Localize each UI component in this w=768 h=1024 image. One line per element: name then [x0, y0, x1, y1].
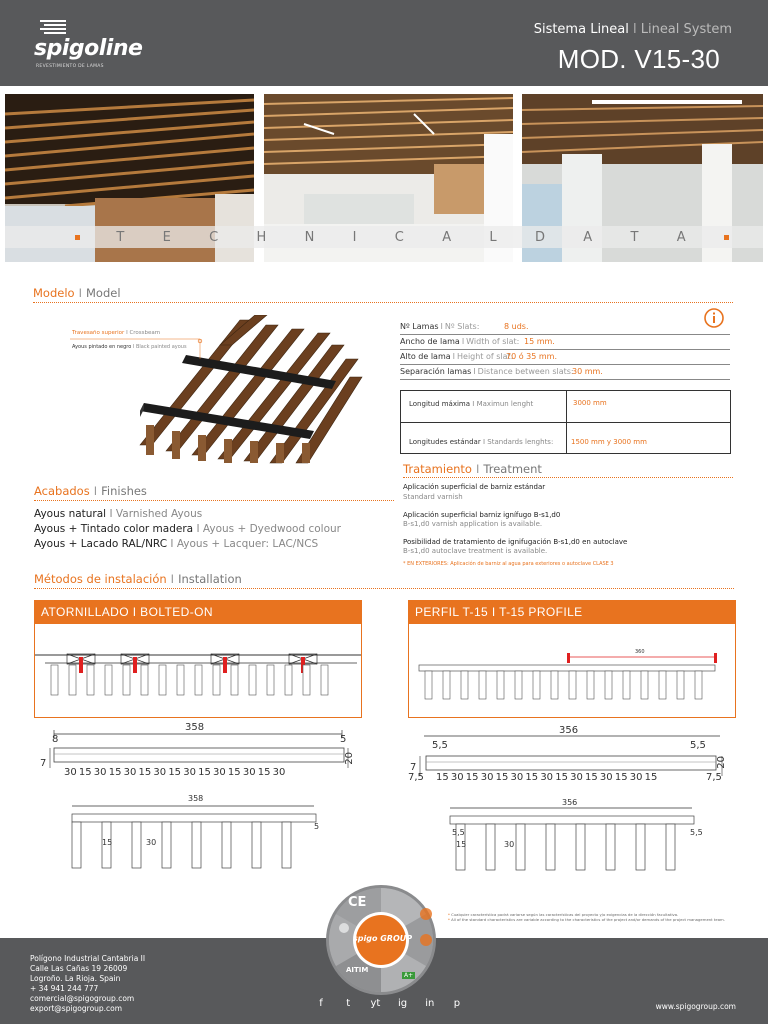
max-length-es: Longitud máxima: [409, 400, 471, 408]
model-heading-sep: I: [78, 286, 82, 300]
treatment-item-es: Posibilidad de tratamiento de ignifugación B-s1,d0 en autoclave: [403, 538, 628, 546]
left2-width-dim: 15: [102, 838, 113, 847]
finish-es: Ayous + Lacado RAL/NRC: [34, 538, 168, 550]
treatment-item-en: Standard varnish: [403, 493, 463, 501]
right2-left-dim: 5,5: [452, 828, 465, 837]
model-heading-en: Model: [85, 286, 121, 300]
right-height-dim-r: 20: [716, 756, 727, 769]
max-length-en: Maximun lenght: [476, 400, 534, 408]
twitter-icon[interactable]: t: [346, 998, 351, 1009]
treatment-heading-en: Treatment: [483, 462, 542, 476]
finish-item: Ayous natural I Varnished Ayous: [34, 508, 203, 520]
model-divider: [33, 302, 733, 303]
front-drawing-right: [440, 796, 730, 876]
finishes-divider: [34, 500, 394, 501]
address-line: Calle Las Cañas 19 26009: [30, 964, 128, 973]
band-letter: H: [256, 229, 269, 245]
model-heading: [33, 286, 121, 300]
left-height-dim-r: 20: [344, 752, 355, 765]
left-total-dim: 358: [185, 722, 205, 733]
spec-label: Ancho de lama: [400, 337, 460, 346]
finish-en: Ayous + Dyedwood colour: [202, 523, 341, 535]
disclaimer-en-text: All of the standard characteristics are variable according to the characteristics of the project and/or demands of the project management team.: [451, 917, 725, 922]
model-heading-es: Modelo: [33, 286, 75, 300]
technical-data-band: [5, 226, 763, 248]
band-letter: I: [352, 229, 359, 245]
right-height-dim-1: 7: [410, 762, 417, 773]
left2-right-dim: 5: [314, 822, 320, 831]
std-length-es: Longitudes estándar: [409, 438, 481, 446]
finishes-heading-en: Finishes: [101, 484, 147, 498]
linkedin-icon[interactable]: in: [425, 998, 435, 1009]
youtube-icon[interactable]: yt: [370, 998, 381, 1009]
disclaimer: [448, 912, 748, 922]
treatment-heading: [403, 462, 542, 476]
right-edge-dim-l: 5,5: [432, 740, 448, 751]
energy-label-icon: A+: [404, 972, 414, 979]
spec-value: 15 mm.: [524, 337, 555, 346]
band-letter: D: [534, 229, 547, 245]
left2-gap-dim: 30: [146, 838, 157, 847]
social-links: [314, 998, 464, 1009]
brand-subtitle: REVESTIMIENTO DE LAMAS: [36, 64, 104, 69]
spec-row: Separación lamas I Distance between slats: 30 mm.: [400, 365, 730, 380]
callout-black-ayous-en: Black painted ayous: [135, 344, 187, 350]
band-dot-left: [75, 235, 80, 240]
website-link[interactable]: www.spigogroup.com: [655, 1002, 736, 1011]
left-edge-dim: 8: [52, 734, 59, 745]
lengths-table: [400, 390, 731, 454]
install-heading-en: Installation: [178, 572, 242, 586]
spec-en: Distance between slats:: [477, 367, 574, 376]
logo-mark-icon: [40, 20, 66, 36]
treatment-item-es: Aplicación superficial de barniz estándar: [403, 483, 546, 491]
bolted-on-title: ATORNILLADO I BOLTED-ON: [35, 601, 361, 624]
model-title: MOD. V15-30: [557, 44, 720, 74]
right2-total-dim: 356: [562, 798, 578, 807]
disclaimer-es: * Cualquier característica podrá variarse según las características del proyecto y/o exigencias de la dirección facultativa.: [448, 912, 679, 917]
band-letter: L: [489, 229, 499, 245]
t15-profile-box: [408, 600, 736, 718]
finishes-heading-sep: I: [93, 484, 98, 498]
email-export[interactable]: export@spigogroup.com: [30, 1004, 123, 1013]
std-length-label: [409, 438, 553, 446]
facebook-icon[interactable]: f: [319, 998, 323, 1009]
bolted-on-drawing: [35, 625, 361, 717]
finishes-heading: [34, 484, 147, 498]
install-heading-es: Métodos de instalación: [34, 572, 167, 586]
finish-en: Ayous + Lacquer: LAC/NCS: [176, 538, 319, 550]
left-height-dim: 7: [40, 758, 47, 769]
ce-mark-icon: CE: [348, 895, 367, 910]
std-length-value: 1500 mm y 3000 mm: [571, 438, 647, 446]
band-letter: A: [442, 229, 454, 245]
finish-es: Ayous natural: [34, 508, 107, 520]
spec-value: 8 uds.: [504, 322, 529, 331]
band-letter: C: [394, 229, 406, 245]
front-drawing-left: [60, 792, 340, 872]
band-letter: A: [583, 229, 595, 245]
treatment-item-es: Aplicación superficial barniz ignífugo B-s1,d0: [403, 511, 561, 519]
treatment-divider: [403, 477, 733, 478]
disclaimer-es-text: Cualquier característica podrá variarse según las características del proyecto y/o exigencias de la dirección facultativa.: [451, 912, 679, 917]
band-dot-right: [724, 235, 729, 240]
treatment-heading-sep: I: [475, 462, 480, 476]
band-letter: N: [304, 229, 317, 245]
finish-en: Varnished Ayous: [115, 508, 203, 520]
right-seq-dims: 15 30 15 30 15 30 15 30 15 30 15 30 15 30 15: [436, 772, 658, 783]
address-line: Polígono Industrial Cantabria II: [30, 954, 146, 963]
std-length-sep: I: [482, 438, 486, 446]
right2-width-dim: 15: [456, 840, 467, 849]
right2-right-dim: 5,5: [690, 828, 703, 837]
t15-profile-title: PERFIL T-15 I T-15 PROFILE: [409, 601, 735, 624]
spec-en: Height of slat:: [457, 352, 514, 361]
right-total-dim: 356: [559, 725, 579, 736]
finishes-heading-es: Acabados: [34, 484, 90, 498]
right-end-dim: 7,5: [706, 772, 722, 783]
aitim-logo: AITIM: [346, 966, 369, 974]
band-letter: T: [630, 229, 641, 245]
spec-en: Width of slat:: [466, 337, 520, 346]
max-length-label: [409, 400, 533, 408]
spec-value: 70 ó 35 mm.: [506, 352, 558, 361]
callout-black-ayous-es: Ayous pintado en negro: [72, 344, 132, 350]
band-letter: C: [209, 229, 221, 245]
bolted-on-box: [34, 600, 362, 718]
treatment-item-en: B-s1,d0 autoclave treatment is available.: [403, 547, 548, 555]
pinterest-icon[interactable]: p: [453, 998, 461, 1009]
spec-en: Nº Slats:: [444, 322, 480, 331]
system-en: Lineal System: [640, 22, 732, 37]
spec-row: Nº Lamas I Nº Slats: 8 uds.: [400, 320, 730, 335]
band-letter: T: [116, 229, 127, 245]
install-heading: [34, 572, 242, 586]
right-edge-dim-r: 5,5: [690, 740, 706, 751]
brand-logo[interactable]: spigoline: [34, 36, 143, 61]
install-heading-sep: I: [170, 572, 175, 586]
system-es: Sistema Lineal: [533, 22, 629, 37]
left-seq-dims: 30 15 30 15 30 15 30 15 30 15 30 15 30 15 30: [64, 767, 286, 778]
system-line: [534, 22, 732, 37]
system-sep: I: [632, 22, 637, 37]
spec-label: Alto de lama: [400, 352, 451, 361]
t15-profile-drawing: [409, 625, 735, 717]
right2-gap-dim: 30: [504, 840, 515, 849]
spec-row: Ancho de lama I Width of slat: 15 mm.: [400, 335, 730, 350]
callout-crossbeam-es: Travesaño superior: [72, 330, 125, 336]
treatment-item-en: B-s1,d0 varnish application is available.: [403, 520, 543, 528]
badge-center-label: spigo GROUP: [353, 934, 413, 943]
phone-line[interactable]: + 34 941 244 777: [30, 984, 99, 993]
band-letter: A: [676, 229, 688, 245]
finish-item: Ayous + Lacado RAL/NRC I Ayous + Lacquer: LAC/NCS: [34, 538, 319, 550]
spec-label: Nº Lamas: [400, 322, 439, 331]
spec-value: 30 mm.: [572, 367, 603, 376]
spec-label: Separación lamas: [400, 367, 472, 376]
left2-total-dim: 358: [188, 794, 204, 803]
email-commercial[interactable]: comercial@spigogroup.com: [30, 994, 135, 1003]
model-illustration: [70, 315, 365, 465]
profile-dimension: 360: [635, 649, 645, 655]
disclaimer-en: * All of the standard characteristics are variable according to the characteristics of the project and/or demands of the project management team.: [448, 917, 725, 922]
max-length-sep: I: [472, 400, 475, 408]
callout-crossbeam: Travesaño superior I Crossbeam: [72, 330, 161, 336]
finish-item: Ayous + Tintado color madera I Ayous + Dyedwood colour: [34, 523, 341, 535]
callout-black-ayous: Ayous pintado en negro I Black painted ayous: [72, 344, 187, 350]
treatment-note: * EN EXTERIORES: Aplicación de barniz al agua para exteriores o autoclave CLASE 3: [403, 561, 614, 567]
address-line: Logroño. La Rioja. Spain: [30, 974, 121, 983]
right-height-dim-2: 7,5: [408, 772, 424, 783]
callout-crossbeam-en: Crossbeam: [129, 330, 161, 336]
finish-es: Ayous + Tintado color madera: [34, 523, 194, 535]
install-divider: [34, 588, 734, 589]
spec-row: Alto de lama I Height of slat: 70 ó 35 mm.: [400, 350, 730, 365]
std-length-en: Standards lenghts:: [487, 438, 554, 446]
max-length-value: 3000 mm: [573, 399, 607, 407]
treatment-heading-es: Tratamiento: [403, 462, 472, 476]
left-edge-dim-r: 5: [340, 734, 347, 745]
instagram-icon[interactable]: ig: [397, 998, 408, 1009]
band-letter: E: [162, 229, 173, 245]
